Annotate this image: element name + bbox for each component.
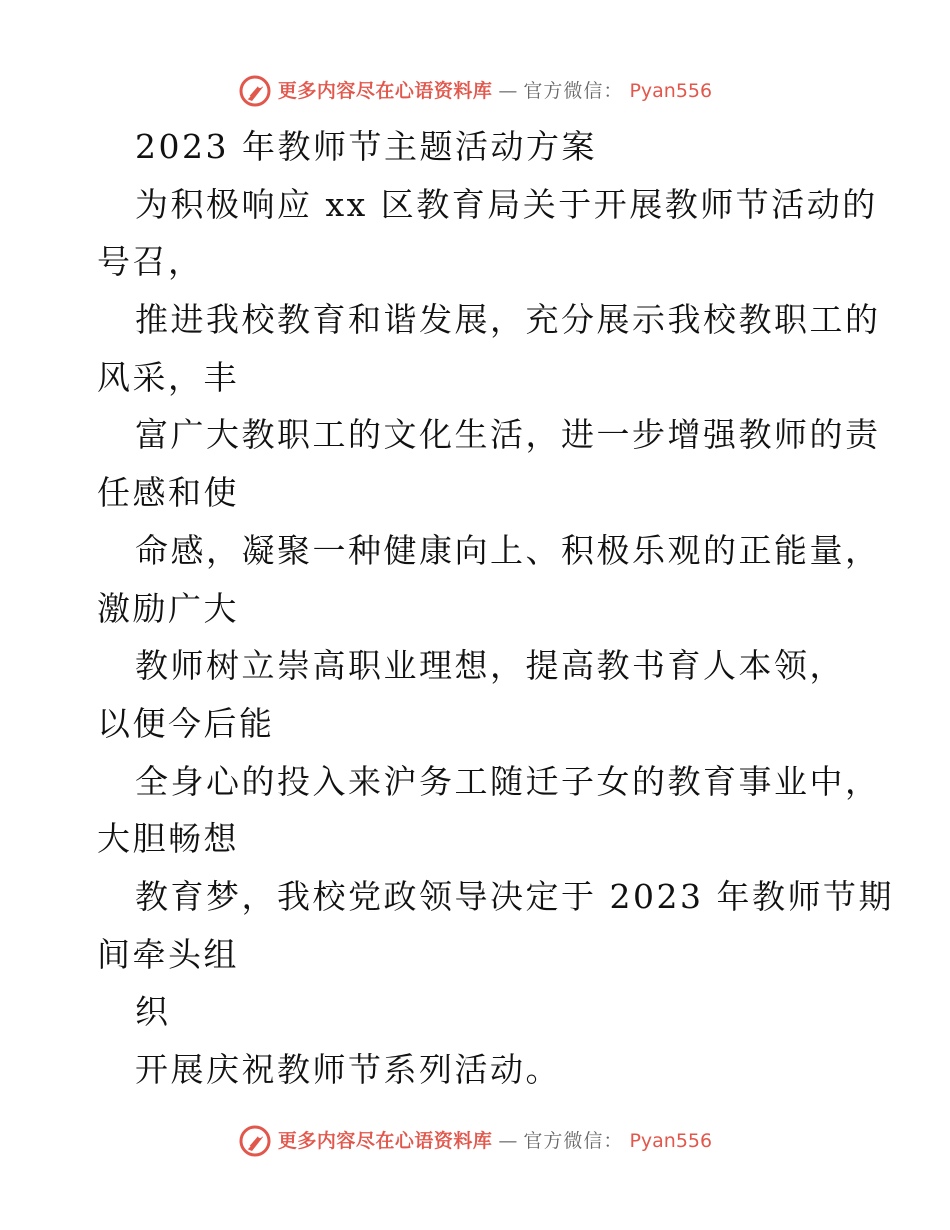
text-line: 间牵头组 xyxy=(97,934,239,974)
text-line: 全身心的投入来沪务工随迁子女的教育事业中， xyxy=(135,761,881,801)
text-line: 为积极响应 xx 区教育局关于开展教师节活动的 xyxy=(135,184,878,224)
watermark-dash: — xyxy=(498,1129,518,1152)
text-line: 织 xyxy=(135,992,171,1032)
footer-watermark xyxy=(0,1124,950,1158)
pen-nib-logo-icon xyxy=(238,74,272,108)
text-line: 命感，凝聚一种健康向上、积极乐观的正能量， xyxy=(135,530,881,570)
text-line: 任感和使 xyxy=(97,473,239,513)
document-title: 2023 年教师节主题活动方案 xyxy=(135,127,597,166)
watermark-main-text: 更多内容尽在心语资料库 xyxy=(277,1129,493,1152)
text-line: 以便今后能 xyxy=(97,703,275,743)
text-line: 风采，丰 xyxy=(97,357,239,397)
watermark-dash: — xyxy=(498,79,518,102)
text-line: 教育梦，我校党政领导决定于 2023 年教师节期 xyxy=(135,876,894,916)
text-line: 推进我校教育和谐发展，充分展示我校教职工的 xyxy=(135,300,881,340)
text-line: 激励广大 xyxy=(97,588,239,628)
text-line: 教师树立崇高职业理想，提高教书育人本领， xyxy=(135,646,845,686)
watermark-sub-text: 官方微信： xyxy=(523,1129,624,1152)
text-line: 大胆畅想 xyxy=(97,819,239,859)
pen-nib-logo-icon xyxy=(238,1124,272,1158)
document-body xyxy=(97,118,894,1099)
text-line: 号召， xyxy=(97,242,204,282)
header-watermark xyxy=(0,74,950,108)
watermark-wechat-id: Pyan556 xyxy=(629,1129,713,1152)
watermark-sub-text: 官方微信： xyxy=(523,79,624,102)
text-line: 富广大教职工的文化生活，进一步增强教师的责 xyxy=(135,415,881,455)
watermark-wechat-id: Pyan556 xyxy=(629,79,713,102)
watermark-main-text: 更多内容尽在心语资料库 xyxy=(277,79,493,102)
text-line: 开展庆祝教师节系列活动。 xyxy=(135,1050,561,1089)
